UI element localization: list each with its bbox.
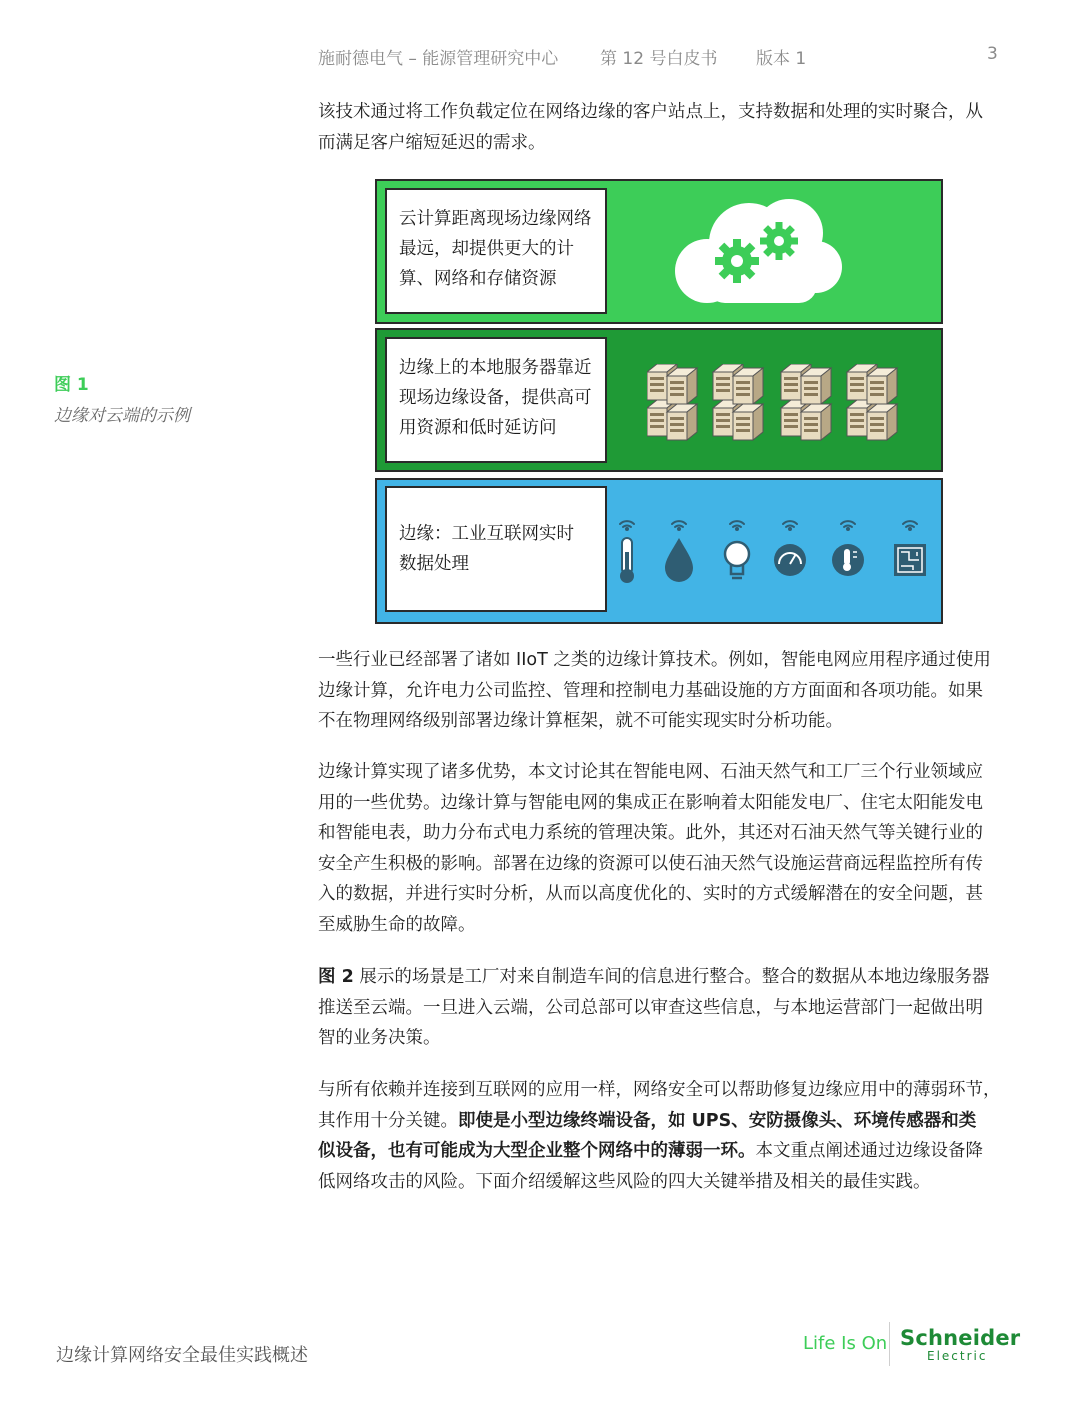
paragraph-iiot [318,645,1004,737]
schneider-logo-subtitle: Electric [927,1349,988,1363]
lightbulb-icon [725,542,749,578]
paragraph-line: 和智能电表，助力分布式电力系统的管理决策。此外，其还对石油天然气等关键行业的 [318,823,983,843]
footer-divider [889,1322,890,1366]
paragraph-advantages [318,757,1004,940]
cloud-gears-icon [671,197,843,309]
paragraph-line: 边缘计算，允许电力公司监控、管理和控制电力基础设施的方方面面和各项功能。如果 [318,680,983,701]
cloud-tier [375,179,943,324]
paragraph-line: 展示的场景是工厂对来自制造车间的信息进行整合。整合的数据从本地边缘服务器 [353,967,990,987]
header-org: 施耐德电气 – 能源管理研究中心 [318,49,559,69]
paragraph-line: 用的一些优势。边缘计算与智能电网的集成正在影响着太阳能发电厂、住宅太阳能发电 [318,792,983,813]
paragraph-line: 智的业务决策。 [318,1028,441,1048]
paragraph-bold-text: 即使是小型边缘终端设备，如 UPS、安防摄像头、环境传感器和类 [458,1110,977,1131]
paragraph-line: 其作用十分关键。 [318,1110,458,1131]
intro-line: 而满足客户缩短延迟的需求。 [318,132,546,153]
tier-text-line: 用资源和低时延访问 [399,418,557,438]
paragraph-line: 至威胁生命的故障。 [318,914,476,935]
paragraph-line: 边缘计算实现了诸多优势，本文讨论其在智能电网、石油天然气和工厂三个行业领域应 [318,762,983,782]
paragraph-line: 低网络攻击的风险。下面介绍缓解这些风险的四大关键举措及相关的最佳实践。 [318,1171,931,1192]
server-tier-text [385,337,607,463]
server-tier [375,328,943,472]
footer-title: 边缘计算网络安全最佳实践概述 [56,1345,308,1366]
tier-text-line: 现场边缘设备，提供高可 [399,388,592,408]
figure-label [54,370,190,426]
temperature-sensor-icon [832,544,864,576]
header-version: 版本 1 [756,49,807,69]
water-drop-icon [665,538,693,582]
figure-2-reference: 图 2 [318,967,354,987]
paragraph-line: 一些行业已经部署了诸如 IIoT 之类的边缘计算技术。例如，智能电网应用程序通过使用 [318,650,991,670]
figure-caption: 边缘对云端的示例 [54,406,190,426]
thermometer-icon [620,538,634,583]
tier-text-line: 边缘上的本地服务器靠近 [399,358,592,378]
tier-text-line: 算、网络和存储资源 [399,269,557,289]
paragraph-line: 安全产生积极的影响。部署在边缘的资源可以使石油天然气设施运营商远程监控所有传 [318,853,983,874]
figure-number: 图 1 [54,375,89,395]
edge-tier [375,478,943,624]
tier-text-line: 云计算距离现场边缘网络 [399,209,592,229]
cloud-tier-text [385,188,607,314]
server-stack-icon [647,364,907,444]
paragraph-security [318,1075,1004,1197]
tier-text-line: 边缘：工业互联网实时 [399,524,574,544]
paragraph-line: 与所有依赖并连接到互联网的应用一样，网络安全可以帮助修复边缘应用中的薄弱环节， [318,1080,1001,1100]
paragraph-line: 本文重点阐述通过边缘设备降 [755,1141,983,1161]
intro-paragraph [318,97,1004,158]
paragraph-line: 不在物理网络级别部署边缘计算框架，就不可能实现实时分析功能。 [318,711,843,731]
edge-tier-text [385,486,607,612]
edge-device-icons [609,516,939,588]
tier-text-line: 数据处理 [399,554,469,574]
header-series: 第 12 号白皮书 [600,49,718,69]
circuit-board-icon [894,544,926,576]
intro-line: 该技术通过将工作负载定位在网络边缘的客户站点上，支持数据和处理的实时聚合，从 [318,102,983,122]
schneider-logo: Schneider [900,1326,1021,1350]
tier-text-line: 最远，却提供更大的计 [399,239,574,259]
paragraph-line: 入的数据，并进行实时分析，从而以高度优化的、实时的方式缓解潜在的安全问题，甚 [318,884,983,904]
gauge-icon [774,544,806,576]
life-is-on-tagline: Life Is On [803,1333,888,1354]
paragraph-bold-text: 似设备，也有可能成为大型企业整个网络中的薄弱一环。 [318,1141,756,1161]
paragraph-figure2 [318,962,1004,1054]
page-number: 3 [987,44,998,64]
paragraph-line: 推送至云端。一旦进入云端，公司总部可以审查这些信息，与本地运营部门一起做出明 [318,997,983,1018]
